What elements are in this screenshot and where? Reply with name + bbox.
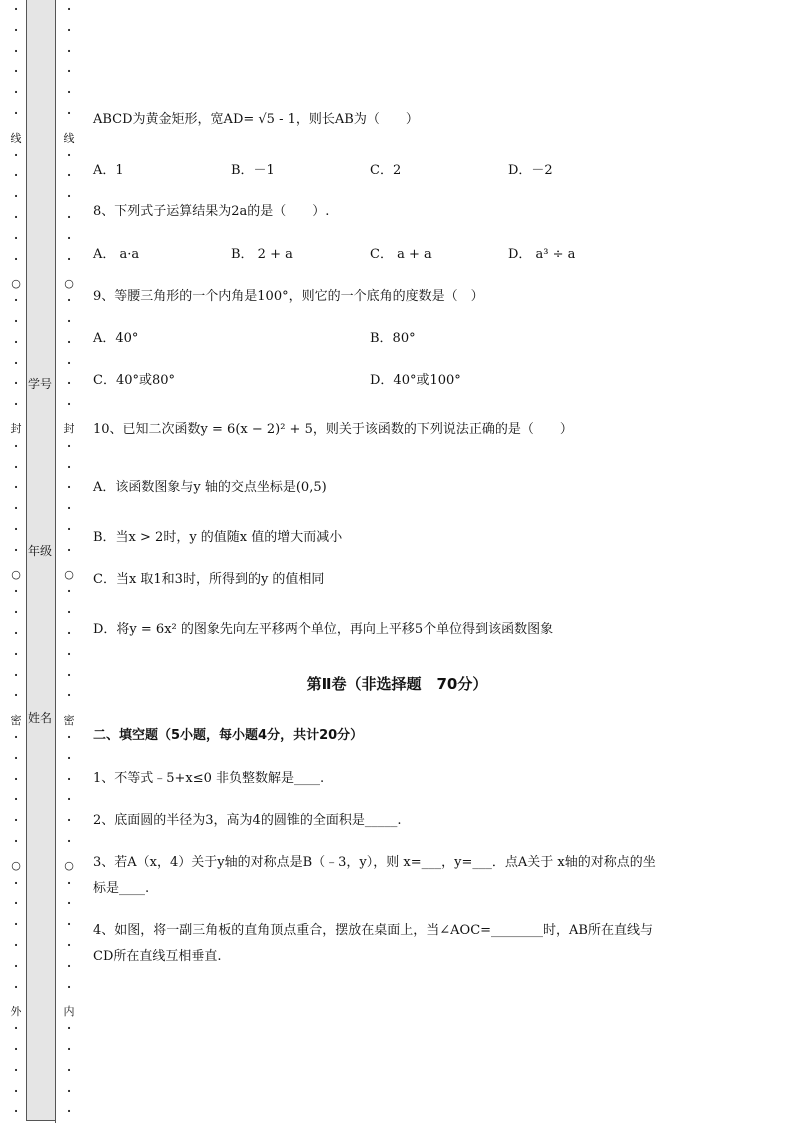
seal-label: 密 [63, 714, 75, 727]
seal-dot: · [14, 335, 18, 349]
q10-option-a: A．该函数图象与y 轴的交点坐标是(0,5) [93, 480, 327, 495]
seal-dot: · [67, 647, 71, 661]
grade-label: 年级 [28, 544, 53, 558]
question-10-stem: 10、已知二次函数y = 6(x − 2)² + 5，则关于该函数的下列说法正确的是（ ） [93, 422, 573, 437]
seal-circle-icon: ○ [11, 568, 21, 581]
q7-option-b: B．－1 [231, 163, 275, 178]
seal-dot: · [67, 585, 71, 599]
seal-dot: · [14, 294, 18, 308]
seal-dot: · [67, 959, 71, 973]
seal-dot: · [67, 1022, 71, 1036]
seal-dot: · [67, 606, 71, 620]
seal-dot: · [67, 689, 71, 703]
seal-dot: · [67, 751, 71, 765]
seal-dot: · [67, 460, 71, 474]
q8-option-d: D． a³ ÷ a [508, 247, 576, 262]
q9-option-a: A．40° [93, 331, 139, 346]
seal-circle-icon: ○ [64, 568, 74, 581]
seal-dot: · [14, 502, 18, 516]
seal-dot: · [67, 356, 71, 370]
q9-option-c: C．40°或80° [93, 373, 176, 388]
seal-dot: · [14, 627, 18, 640]
seal-dot: · [14, 689, 18, 703]
seal-label: 外 [10, 1005, 22, 1018]
seal-dot: · [14, 190, 18, 204]
question-9-stem: 9、等腰三角形的一个内角是100°，则它的一个底角的度数是（ ） [93, 289, 484, 304]
seal-dot: · [14, 1043, 18, 1056]
seal-dot: · [67, 86, 71, 100]
seal-dot: · [67, 980, 71, 994]
seal-dot: · [14, 439, 18, 453]
q10-option-c: C．当x 取1和3时，所得到的y 的值相同 [93, 572, 325, 587]
seal-label: 密 [10, 714, 22, 727]
seal-dot: · [67, 481, 71, 495]
seal-dot: · [67, 315, 71, 328]
seal-dot: · [14, 731, 18, 744]
seal-dot: · [14, 980, 18, 994]
seal-dot: · [67, 502, 71, 516]
fill-question-4: 4、如图，将一副三角板的直角顶点重合，摆放在桌面上，当∠AOC=________时，AB所在直线与 [93, 923, 653, 938]
seal-dot: · [67, 65, 71, 79]
seal-dot: · [14, 751, 18, 765]
right-seal-column [59, 0, 79, 1123]
seal-dot: · [14, 1084, 18, 1098]
seal-dot: · [14, 523, 18, 536]
q10-option-b: B．当x > 2时，y 的值随x 值的增大而减小 [93, 530, 343, 545]
seal-dot: · [14, 65, 18, 79]
seal-dot: · [14, 772, 18, 786]
seal-dot: · [67, 876, 71, 890]
seal-dot: · [67, 627, 71, 640]
seal-dot: · [67, 1043, 71, 1056]
question-7-stem: ABCD为黄金矩形，宽AD= √5 - 1，则长AB为（ ） [93, 112, 419, 127]
seal-dot: · [14, 86, 18, 100]
seal-dot: · [14, 793, 18, 807]
fill-question-2: 2、底面圆的半径为3，高为4的圆锥的全面积是_____. [93, 813, 402, 828]
seal-dot: · [67, 897, 71, 911]
seal-dot: · [14, 814, 18, 828]
seal-dot: · [14, 315, 18, 328]
seal-dot: · [67, 377, 71, 391]
seal-label: 线 [10, 132, 22, 145]
seal-dot: · [14, 398, 18, 412]
seal-dot: · [14, 211, 18, 224]
q8-option-b: B． 2 + a [231, 247, 293, 262]
seal-dot: · [14, 876, 18, 890]
seal-dot: · [14, 835, 18, 848]
seal-dot: · [14, 543, 18, 557]
fill-question-3: 3、若A（x，4）关于y轴的对称点是B（﹣3，y），则 x=___，y=___．点A关于 x轴的对称点的坐 [93, 855, 656, 870]
seal-dot: · [14, 481, 18, 495]
seal-dot: · [67, 772, 71, 786]
question-8-stem: 8、下列式子运算结果为2a的是（ ）. [93, 204, 330, 219]
seal-circle-icon: ○ [64, 277, 74, 290]
seal-label: 内 [63, 1005, 75, 1018]
seal-dot: · [67, 211, 71, 224]
seal-dot: · [67, 814, 71, 828]
seal-label: 封 [63, 422, 75, 435]
seal-dot: · [67, 169, 71, 183]
seal-dot: · [14, 377, 18, 391]
seal-dot: · [14, 23, 18, 37]
seal-dot: · [14, 918, 18, 932]
seal-dot: · [67, 523, 71, 536]
seal-dot: · [14, 897, 18, 911]
seal-dot: · [67, 23, 71, 37]
seal-dot: · [67, 252, 71, 266]
seal-dot: · [67, 107, 71, 120]
seal-dot: · [67, 294, 71, 308]
seal-dot: · [14, 585, 18, 599]
seal-dot: · [67, 939, 71, 952]
q9-option-b: B．80° [370, 331, 416, 346]
fill-question-1: 1、不等式﹣5+x≤0 非负整数解是____. [93, 771, 325, 786]
seal-dot: · [14, 169, 18, 183]
seal-dot: · [14, 959, 18, 973]
q9-option-d: D．40°或100° [370, 373, 461, 388]
seal-dot: · [14, 460, 18, 474]
q7-option-d: D．－2 [508, 163, 553, 178]
seal-dot: · [14, 3, 18, 16]
seal-label: 封 [10, 422, 22, 435]
fill-question-3-cont: 标是____. [93, 881, 150, 896]
student-id-label: 学号 [28, 377, 53, 391]
seal-dot: · [14, 939, 18, 952]
seal-dot: · [14, 606, 18, 620]
seal-dot: · [67, 231, 71, 245]
q8-option-a: A． a·a [93, 247, 140, 262]
q7-option-c: C．2 [370, 163, 402, 178]
seal-dot: · [67, 335, 71, 349]
left-seal-column [6, 0, 26, 1123]
seal-dot: · [67, 543, 71, 557]
seal-dot: · [14, 107, 18, 120]
seal-dot: · [67, 731, 71, 744]
seal-dot: · [67, 3, 71, 16]
seal-dot: · [14, 1105, 18, 1119]
fill-question-4-cont: CD所在直线互相垂直. [93, 949, 222, 964]
q10-option-d: D．将y = 6x² 的图象先向左平移两个单位，再向上平移5个单位得到该函数图象 [93, 622, 554, 637]
seal-dot: · [67, 439, 71, 453]
binding-margin [26, 0, 56, 1121]
seal-dot: · [67, 793, 71, 807]
fill-in-section-title: 二、填空题（5小题，每小题4分，共计20分） [93, 728, 364, 743]
q7-option-a: A．1 [93, 163, 124, 178]
seal-dot: · [67, 1063, 71, 1077]
seal-dot: · [67, 190, 71, 204]
seal-dot: · [67, 1105, 71, 1119]
part-2-title: 第Ⅱ卷（非选择题 70分） [306, 675, 488, 693]
seal-dot: · [67, 44, 71, 58]
seal-dot: · [67, 668, 71, 682]
seal-dot: · [14, 252, 18, 266]
seal-dot: · [67, 835, 71, 848]
seal-circle-icon: ○ [64, 859, 74, 872]
seal-dot: · [14, 231, 18, 245]
seal-circle-icon: ○ [11, 277, 21, 290]
seal-dot: · [14, 148, 18, 162]
seal-dot: · [67, 148, 71, 162]
seal-dot: · [14, 44, 18, 58]
seal-dot: · [14, 1022, 18, 1036]
seal-dot: · [67, 398, 71, 412]
seal-label: 线 [63, 132, 75, 145]
name-label: 姓名 [28, 711, 53, 725]
q8-option-c: C． a + a [370, 247, 432, 262]
seal-circle-icon: ○ [11, 859, 21, 872]
seal-dot: · [14, 668, 18, 682]
seal-dot: · [67, 1084, 71, 1098]
seal-dot: · [14, 647, 18, 661]
seal-dot: · [14, 1063, 18, 1077]
seal-dot: · [14, 356, 18, 370]
seal-dot: · [67, 918, 71, 932]
